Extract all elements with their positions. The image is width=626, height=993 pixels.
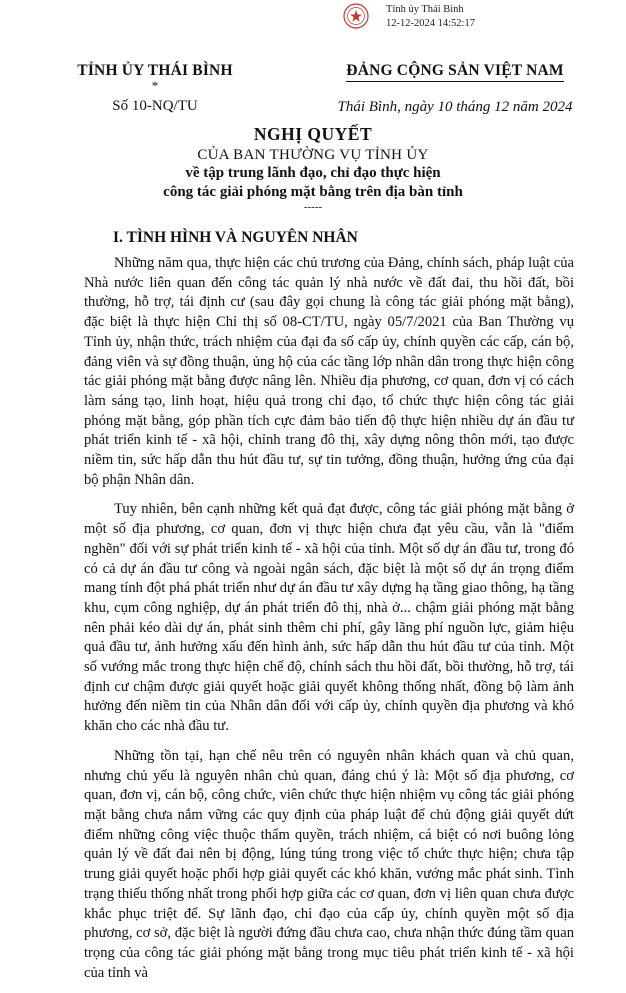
issuer-header <box>55 62 255 115</box>
signature-datetime: 12-12-2024 14:52:17 <box>386 18 475 29</box>
document-body <box>84 254 574 993</box>
subject-line-1: về tập trung lãnh đạo, chỉ đạo thực hiện <box>185 165 441 181</box>
party-name: ĐẢNG CỘNG SẢN VIỆT NAM <box>346 62 563 82</box>
section-heading: I. TÌNH HÌNH VÀ NGUYÊN NHÂN <box>113 229 358 246</box>
national-header <box>300 62 610 116</box>
body-paragraph: Những năm qua, thực hiện các chủ trương của Đảng, chính sách, pháp luật của Nhà nước liên quan đến công tác quản lý nhà nước về đất đai, thu hồi đất, bồi thường, hỗ trợ, tái định cư (sau đây gọi chung là công tác giải phóng mặt bằng), đặc biệt là thực hiện Chỉ thị số 08-CT/TU, ngày 05/7/2021 của Ban Thường vụ Tỉnh ủy, nhận thức, trách nhiệm của đại đa số cấp ủy, chính quyền các cấp, cán bộ, đảng viên và sự đồng thuận, ủng hộ của các tầng lớp nhân dân trong thực hiện công tác giải phóng mặt bằng được nâng lên. Nhiều địa phương, cơ quan, đơn vị có cách làm sáng tạo, linh hoạt, hiệu quả trong chỉ đạo, tổ chức thực hiện công tác giải phóng mặt bằng, góp phần tích cực đảm bảo tiến độ thực hiện nhiều dự án đầu tư phát triển kinh tế - xã hội, chỉnh trang đô thị, xây dựng nông thôn mới, tạo được niềm tin, sức hấp dẫn thu hút đầu tư, sự tin tưởng, đồng thuận, hưởng ứng của đại bộ phận Nhân dân. <box>84 255 574 488</box>
document-number: Số 10-NQ/TU <box>112 98 198 114</box>
seal-icon <box>343 3 369 29</box>
body-paragraph: Tuy nhiên, bên cạnh những kết quả đạt được, công tác giải phóng mặt bằng ở một số địa phương, cơ quan, đơn vị thực hiện chưa đạt yêu cầu, vẫn là "điểm nghẽn" đối với sự phát triển kinh tế - xã hội của tỉnh. Một số dự án đầu tư, trong đó có cả dự án đầu tư công và ngoài ngân sách, đặc biệt là một số dự án trọng điểm mang tính đột phá phát triển như dự án đầu tư xây dựng hạ tầng giao thông, hạ tầng khu, cụm công nghiệp, dự án phát triển đô thị, nhà ở... chậm giải phóng mặt bằng nên phải kéo dài dự án, phát sinh thêm chi phí, gây lãng phí nguồn lực, giảm hiệu quả đầu tư, ảnh hưởng xấu đến hình ảnh, sức hấp dẫn thu hút đầu tư của tỉnh. Một số vướng mắc trong thực hiện chế độ, chính sách thu hồi đất, bồi thường, hỗ trợ, tái định cư chậm được giải quyết hoặc giải quyết không thống nhất, đồng bộ làm ảnh hưởng đến niềm tin của Nhân dân đối với cấp ủy, chính quyền địa phương và khó khăn cho các nhà đầu tư. <box>84 501 574 735</box>
issuing-body: CỦA BAN THƯỜNG VỤ TỈNH ỦY <box>197 147 429 163</box>
subject-line-2: công tác giải phóng mặt bằng trên địa bàn tỉnh <box>163 184 463 200</box>
document-title <box>0 124 626 212</box>
document-type: NGHỊ QUYẾT <box>253 124 373 144</box>
title-separator: ----- <box>303 201 323 213</box>
signature-name: Tỉnh ủy Thái Bình <box>386 4 464 15</box>
digital-signature <box>386 3 475 31</box>
body-paragraph: Những tồn tại, hạn chế nêu trên có nguyên nhân khách quan và chủ quan, nhưng chủ yếu là nguyên nhân chủ quan, đáng chú ý là: Một số địa phương, cơ quan, đơn vị, cán bộ, công chức, viên chức thực hiện nhiệm vụ công tác giải phóng mặt bằng chưa nắm vững các quy định của pháp luật để chủ động giải quyết dứt điểm những công việc thuộc thẩm quyền, trách nhiệm, cá biệt có nơi buông lỏng quản lý về đất đai nên bị động, lúng túng trong việc tổ chức thực hiện; chưa tập trung giải quyết hoặc phối hợp giải quyết các khó khăn, vướng mắc phát sinh. Tình trạng thiếu thống nhất trong phối hợp giữa các cơ quan, đơn vị liên quan chưa được khắc phục triệt để. Sự lãnh đạo, chỉ đạo của cấp ủy, chính quyền một số địa phương, cơ sở, đặc biệt là người đứng đầu chưa cao, chưa nhận thức đúng tầm quan trọng của công tác giải phóng mặt bằng trong mục tiêu phát triển kinh tế - xã hội của tỉnh và <box>84 747 574 981</box>
organization-name: TỈNH ỦY THÁI BÌNH <box>77 62 233 79</box>
header-star: * <box>151 78 159 93</box>
place-date: Thái Bình, ngày 10 tháng 12 năm 2024 <box>337 99 573 115</box>
